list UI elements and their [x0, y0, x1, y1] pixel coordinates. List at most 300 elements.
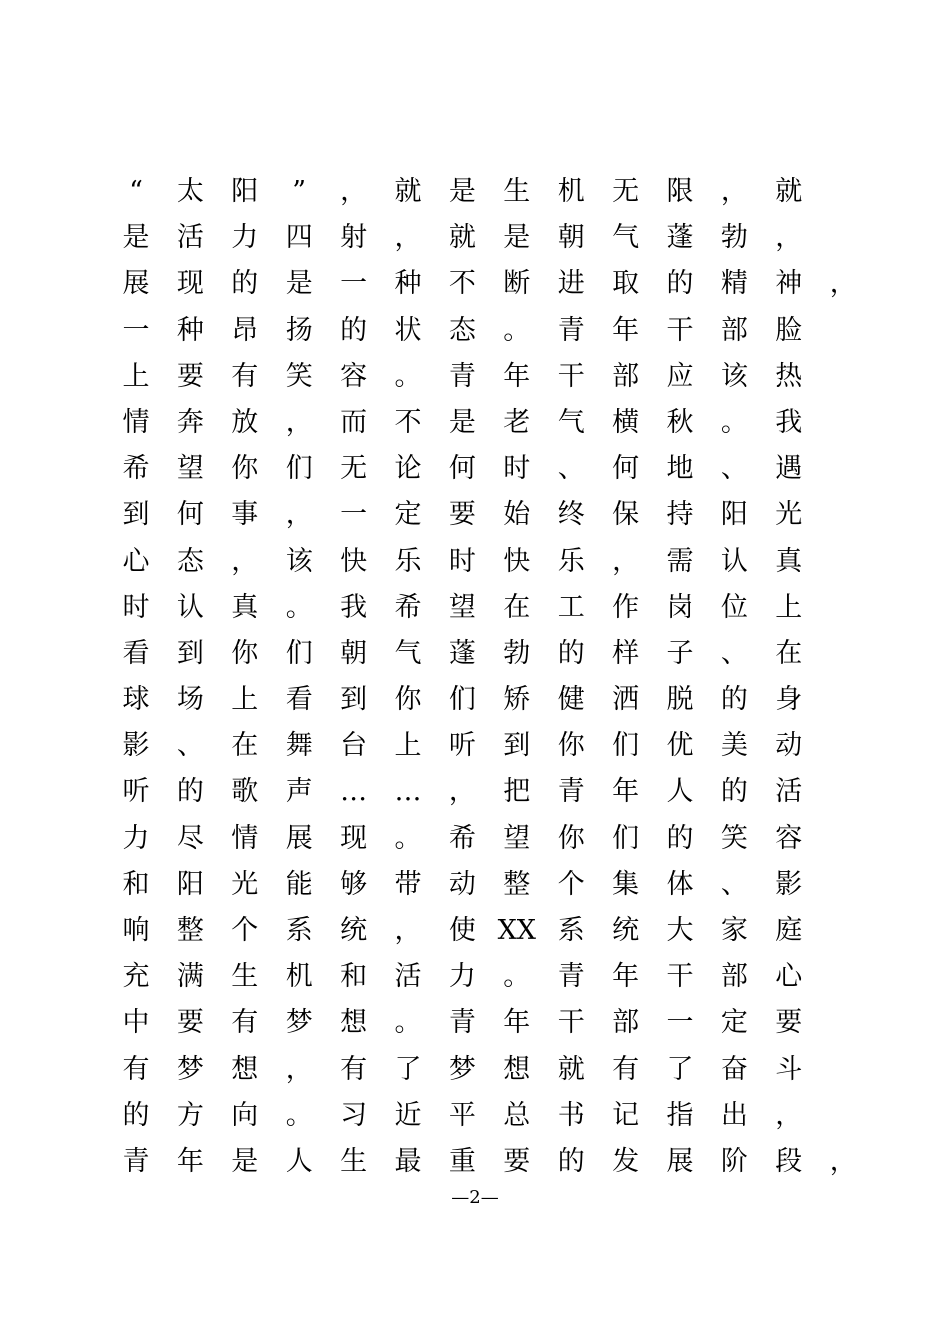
text-char: 上 — [775, 591, 803, 623]
text-char: 而 — [340, 406, 368, 438]
text-line — [0, 677, 950, 723]
text-char: 你 — [557, 730, 585, 762]
text-char: 青 — [448, 360, 476, 392]
text-char: 舞 — [285, 730, 313, 762]
text-char: 近 — [394, 1099, 422, 1131]
text-char: 力 — [122, 822, 150, 854]
text-char: 你 — [231, 453, 259, 485]
text-line — [0, 492, 950, 538]
text-char: 个 — [557, 868, 585, 900]
text-char: 一 — [340, 499, 368, 531]
text-char: 的 — [340, 314, 368, 346]
text-char: 是 — [503, 222, 531, 254]
text-char: 能 — [285, 868, 313, 900]
text-char: 。 — [503, 314, 531, 346]
text-char: 矫 — [503, 684, 531, 716]
text-char: 球 — [122, 684, 150, 716]
text-char: ， — [285, 406, 313, 438]
text-char: 段 — [775, 1145, 803, 1177]
text-char: 。 — [503, 961, 531, 993]
text-char: 力 — [231, 222, 259, 254]
text-char: 断 — [503, 268, 531, 300]
text-char: 、 — [176, 730, 204, 762]
text-char: 展 — [122, 268, 150, 300]
text-char: XX — [497, 915, 537, 946]
text-line — [0, 354, 950, 400]
text-char: 子 — [666, 637, 694, 669]
text-char: 活 — [394, 961, 422, 993]
text-char: 看 — [122, 637, 150, 669]
text-char: 统 — [612, 915, 640, 946]
text-char: 影 — [122, 730, 150, 762]
text-char: 、 — [720, 453, 748, 485]
text-line — [0, 261, 950, 307]
text-char: ， — [829, 268, 857, 300]
text-char: 光 — [775, 499, 803, 531]
text-char: 定 — [720, 1007, 748, 1039]
text-char: 笑 — [720, 822, 748, 854]
text-char: 健 — [557, 684, 585, 716]
text-char: 生 — [503, 176, 531, 207]
text-char: 声 — [285, 776, 313, 808]
text-char: ， — [829, 1145, 857, 1177]
text-char: “ — [129, 176, 143, 207]
text-char: 在 — [231, 730, 259, 762]
text-char: 状 — [394, 314, 422, 346]
text-char: 到 — [340, 684, 368, 716]
text-char: 是 — [285, 268, 313, 300]
text-char: 了 — [666, 1053, 694, 1085]
text-char: 保 — [612, 499, 640, 531]
text-char: 的 — [557, 1145, 585, 1177]
text-char: 的 — [122, 1099, 150, 1131]
text-char: 秋 — [666, 406, 694, 438]
text-char: 希 — [394, 591, 422, 623]
text-char: 方 — [176, 1099, 204, 1131]
text-char: 力 — [448, 961, 476, 993]
text-char: 老 — [503, 406, 531, 438]
text-char: 和 — [340, 961, 368, 993]
text-char: 一 — [340, 268, 368, 300]
text-char: 勃 — [503, 637, 531, 669]
text-char: ， — [340, 176, 368, 207]
text-char: 活 — [176, 222, 204, 254]
text-char: 统 — [340, 915, 368, 946]
text-char: 。 — [394, 360, 422, 392]
text-char: 上 — [122, 360, 150, 392]
text-char: 就 — [557, 1053, 585, 1085]
text-char: 响 — [122, 915, 150, 946]
text-char: 容 — [775, 822, 803, 854]
text-char: 定 — [394, 499, 422, 531]
text-char: 无 — [612, 176, 640, 207]
text-char: 乐 — [557, 545, 585, 577]
text-char: ， — [285, 1053, 313, 1085]
text-char: 射 — [340, 222, 368, 254]
text-char: 朝 — [340, 637, 368, 669]
text-char: 。 — [285, 591, 313, 623]
text-char: 充 — [122, 961, 150, 993]
text-char: 该 — [720, 360, 748, 392]
text-char: 展 — [285, 822, 313, 854]
text-char: 出 — [720, 1099, 748, 1131]
text-char: 要 — [448, 499, 476, 531]
text-char: 青 — [557, 314, 585, 346]
text-char: 现 — [176, 268, 204, 300]
text-char: 人 — [285, 1145, 313, 1177]
text-char: 奔 — [176, 406, 204, 438]
text-char: 使 — [448, 915, 476, 946]
text-char: 真 — [775, 545, 803, 577]
text-char: 梦 — [285, 1007, 313, 1039]
text-char: 时 — [122, 591, 150, 623]
text-char: … — [340, 776, 368, 808]
text-char: 、 — [720, 868, 748, 900]
text-char: 不 — [448, 268, 476, 300]
text-char: 的 — [557, 637, 585, 669]
text-char: 昂 — [231, 314, 259, 346]
text-char: 一 — [666, 1007, 694, 1039]
text-char: 的 — [666, 822, 694, 854]
text-char: 最 — [394, 1145, 422, 1177]
text-char: 时 — [503, 453, 531, 485]
text-line — [0, 769, 950, 815]
text-char: 快 — [503, 545, 531, 577]
text-char: 论 — [394, 453, 422, 485]
text-char: 我 — [775, 406, 803, 438]
text-char: 重 — [448, 1145, 476, 1177]
text-char: 场 — [176, 684, 204, 716]
text-char: 洒 — [612, 684, 640, 716]
text-char: 要 — [176, 360, 204, 392]
text-char: 快 — [340, 545, 368, 577]
text-char: 作 — [612, 591, 640, 623]
text-char: 遇 — [775, 453, 803, 485]
text-char: 的 — [231, 268, 259, 300]
text-char: 们 — [285, 637, 313, 669]
text-char: 终 — [557, 499, 585, 531]
text-line — [0, 954, 950, 1000]
text-char: 尽 — [176, 822, 204, 854]
text-char: ， — [612, 545, 640, 577]
text-char: 年 — [612, 961, 640, 993]
text-char: 整 — [176, 915, 204, 946]
text-char: 系 — [285, 915, 313, 946]
text-char: 认 — [720, 545, 748, 577]
text-char: 干 — [557, 360, 585, 392]
text-char: 年 — [503, 360, 531, 392]
text-char: 青 — [448, 1007, 476, 1039]
text-line — [0, 308, 950, 354]
text-char: 阶 — [720, 1145, 748, 1177]
text-char: 限 — [666, 176, 694, 207]
text-char: 。 — [720, 406, 748, 438]
text-line — [0, 631, 950, 677]
text-char: 家 — [720, 915, 748, 946]
text-char: 种 — [176, 314, 204, 346]
text-char: 始 — [503, 499, 531, 531]
text-char: 青 — [122, 1145, 150, 1177]
text-line — [0, 585, 950, 631]
text-char: 满 — [176, 961, 204, 993]
text-char: 放 — [231, 406, 259, 438]
text-char: 有 — [231, 360, 259, 392]
text-char: 干 — [557, 1007, 585, 1039]
text-char: 梦 — [448, 1053, 476, 1085]
text-char: 梦 — [176, 1053, 204, 1085]
text-char: ， — [394, 222, 422, 254]
text-char: 是 — [122, 222, 150, 254]
text-char: 生 — [340, 1145, 368, 1177]
text-char: 想 — [231, 1053, 259, 1085]
text-line — [0, 169, 950, 215]
text-char: 容 — [340, 360, 368, 392]
text-char: 样 — [612, 637, 640, 669]
text-line — [0, 215, 950, 261]
text-char: 听 — [122, 776, 150, 808]
text-char: 地 — [666, 453, 694, 485]
text-char: 和 — [122, 868, 150, 900]
text-char: 希 — [122, 453, 150, 485]
text-char: 位 — [720, 591, 748, 623]
text-line — [0, 1000, 950, 1046]
text-char: 身 — [775, 684, 803, 716]
text-char: 书 — [557, 1099, 585, 1131]
text-char: 持 — [666, 499, 694, 531]
text-char: 你 — [231, 637, 259, 669]
text-char: 够 — [340, 868, 368, 900]
text-char: 蓬 — [666, 222, 694, 254]
text-char: 进 — [557, 268, 585, 300]
text-char: 美 — [720, 730, 748, 762]
text-char: 现 — [340, 822, 368, 854]
text-line — [0, 816, 950, 862]
text-char: 是 — [231, 1145, 259, 1177]
text-char: 望 — [176, 453, 204, 485]
text-char: 认 — [176, 591, 204, 623]
text-char: 希 — [448, 822, 476, 854]
text-char: 脸 — [775, 314, 803, 346]
text-char: 态 — [176, 545, 204, 577]
text-char: 部 — [612, 1007, 640, 1039]
text-char: 种 — [394, 268, 422, 300]
text-char: ” — [292, 176, 307, 207]
text-char: 台 — [340, 730, 368, 762]
text-char: 奋 — [720, 1053, 748, 1085]
text-char: 部 — [612, 360, 640, 392]
text-char: 热 — [775, 360, 803, 392]
text-char: 平 — [448, 1099, 476, 1131]
text-char: 活 — [775, 776, 803, 808]
text-char: 蓬 — [448, 637, 476, 669]
text-char: 机 — [557, 176, 585, 207]
text-char: 应 — [666, 360, 694, 392]
text-line — [0, 908, 950, 954]
text-char: 歌 — [231, 776, 259, 808]
text-char: 斗 — [775, 1053, 803, 1085]
text-char: … — [394, 776, 422, 808]
text-char: 展 — [666, 1145, 694, 1177]
text-char: 心 — [122, 545, 150, 577]
text-char: 何 — [176, 499, 204, 531]
text-char: 望 — [503, 822, 531, 854]
text-char: 整 — [503, 868, 531, 900]
text-char: 真 — [231, 591, 259, 623]
text-char: 部 — [720, 961, 748, 993]
text-char: 就 — [775, 176, 803, 207]
text-char: 扬 — [285, 314, 313, 346]
text-char: 取 — [612, 268, 640, 300]
text-char: 系 — [557, 915, 585, 946]
text-char: 是 — [448, 176, 476, 207]
text-char: 横 — [612, 406, 640, 438]
text-line — [0, 400, 950, 446]
text-char: 有 — [122, 1053, 150, 1085]
text-char: 要 — [503, 1145, 531, 1177]
text-char: 我 — [340, 591, 368, 623]
text-char: 情 — [122, 406, 150, 438]
text-char: 就 — [448, 222, 476, 254]
text-char: 部 — [720, 314, 748, 346]
text-char: 笑 — [285, 360, 313, 392]
text-char: 带 — [394, 868, 422, 900]
text-char: 岗 — [666, 591, 694, 623]
text-char: ， — [448, 776, 476, 808]
text-char: 们 — [448, 684, 476, 716]
text-char: 阳 — [720, 499, 748, 531]
text-char: 生 — [231, 961, 259, 993]
text-char: 情 — [231, 822, 259, 854]
text-char: 机 — [285, 961, 313, 993]
text-char: 该 — [285, 545, 313, 577]
text-char: 人 — [666, 776, 694, 808]
text-char: 。 — [394, 822, 422, 854]
text-char: 上 — [231, 684, 259, 716]
text-line — [0, 1139, 950, 1185]
text-char: 到 — [122, 499, 150, 531]
text-char: ， — [394, 915, 422, 946]
text-char: 了 — [394, 1053, 422, 1085]
text-char: 神 — [775, 268, 803, 300]
text-char: 无 — [340, 453, 368, 485]
text-char: 的 — [176, 776, 204, 808]
text-char: 、 — [557, 453, 585, 485]
text-line — [0, 1047, 950, 1093]
text-char: 们 — [612, 730, 640, 762]
text-line — [0, 539, 950, 585]
text-char: 一 — [122, 314, 150, 346]
text-char: 四 — [285, 222, 313, 254]
text-char: 青 — [557, 961, 585, 993]
text-char: 工 — [557, 591, 585, 623]
text-char: ， — [720, 176, 748, 207]
text-char: 脱 — [666, 684, 694, 716]
page-number: —2— — [451, 1187, 499, 1208]
text-char: ， — [231, 545, 259, 577]
text-char: 动 — [448, 868, 476, 900]
text-char: 们 — [612, 822, 640, 854]
text-char: 们 — [285, 453, 313, 485]
text-char: ， — [285, 499, 313, 531]
text-char: 干 — [666, 961, 694, 993]
text-char: 中 — [122, 1007, 150, 1039]
text-char: 动 — [775, 730, 803, 762]
text-char: 记 — [612, 1099, 640, 1131]
text-char: 太 — [176, 176, 204, 207]
text-char: 要 — [775, 1007, 803, 1039]
text-char: 年 — [176, 1145, 204, 1177]
text-char: 。 — [394, 1007, 422, 1039]
text-char: 勃 — [720, 222, 748, 254]
text-char: 上 — [394, 730, 422, 762]
text-char: 事 — [231, 499, 259, 531]
text-char: 就 — [394, 176, 422, 207]
text-char: 个 — [231, 915, 259, 946]
text-char: 向 — [231, 1099, 259, 1131]
text-char: 有 — [612, 1053, 640, 1085]
text-char: 你 — [557, 822, 585, 854]
text-char: 体 — [666, 868, 694, 900]
text-char: 的 — [666, 268, 694, 300]
text-char: 时 — [448, 545, 476, 577]
text-char: 看 — [285, 684, 313, 716]
text-char: 在 — [503, 591, 531, 623]
text-char: 不 — [394, 406, 422, 438]
text-char: 乐 — [394, 545, 422, 577]
text-char: 、 — [720, 637, 748, 669]
text-char: 把 — [503, 776, 531, 808]
text-char: 。 — [285, 1099, 313, 1131]
text-char: 听 — [448, 730, 476, 762]
text-char: 年 — [503, 1007, 531, 1039]
text-line — [0, 1093, 950, 1139]
text-char: 心 — [775, 961, 803, 993]
text-char: ， — [775, 1099, 803, 1131]
text-char: 态 — [448, 314, 476, 346]
text-line — [0, 446, 950, 492]
text-char: 有 — [340, 1053, 368, 1085]
text-char: 气 — [394, 637, 422, 669]
text-char: 庭 — [775, 915, 803, 946]
text-char: 有 — [231, 1007, 259, 1039]
text-char: 优 — [666, 730, 694, 762]
text-char: 阳 — [176, 868, 204, 900]
text-char: 年 — [612, 776, 640, 808]
text-char: 发 — [612, 1145, 640, 1177]
text-char: 想 — [503, 1053, 531, 1085]
text-char: 的 — [720, 776, 748, 808]
text-char: 气 — [612, 222, 640, 254]
text-char: 光 — [231, 868, 259, 900]
text-char: 集 — [612, 868, 640, 900]
text-char: 想 — [340, 1007, 368, 1039]
text-char: 影 — [775, 868, 803, 900]
text-char: 精 — [720, 268, 748, 300]
text-char: 指 — [666, 1099, 694, 1131]
body-text — [0, 169, 950, 1185]
text-char: 你 — [394, 684, 422, 716]
text-char: 需 — [666, 545, 694, 577]
text-char: 到 — [503, 730, 531, 762]
text-char: 大 — [666, 915, 694, 946]
text-line — [0, 723, 950, 769]
text-char: ， — [775, 222, 803, 254]
text-char: 的 — [720, 684, 748, 716]
text-char: 望 — [448, 591, 476, 623]
text-char: 何 — [448, 453, 476, 485]
text-char: 气 — [557, 406, 585, 438]
text-char: 要 — [176, 1007, 204, 1039]
